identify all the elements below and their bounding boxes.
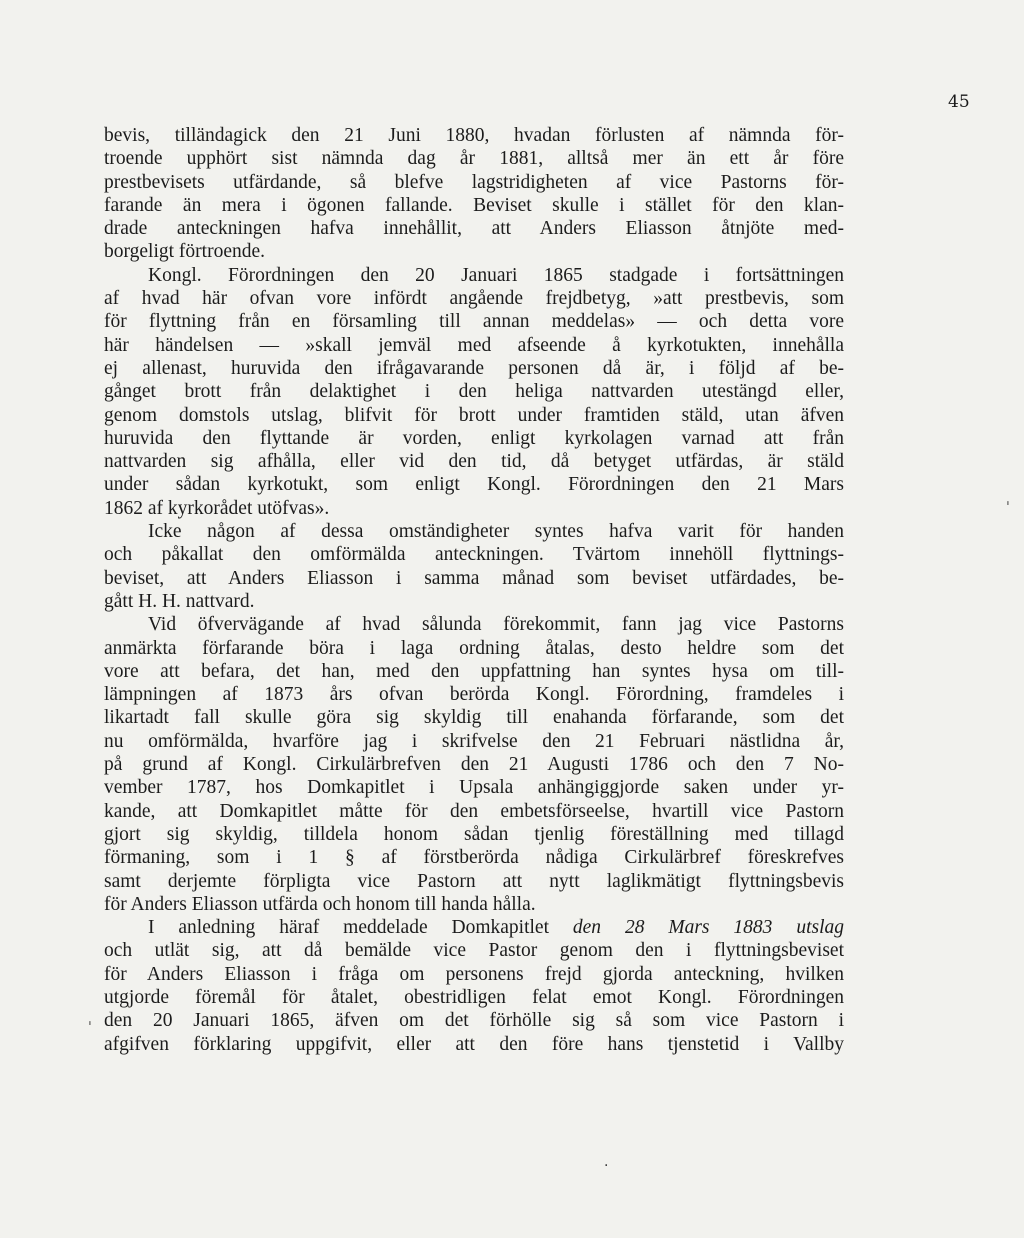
text-line	[104, 963, 844, 986]
paragraph-4	[104, 613, 844, 916]
text-line: och påkallat den omförmälda anteckningen. Tvärtom innehöll flyttnings-	[104, 544, 844, 566]
body-text	[104, 124, 844, 1056]
text-line: bevis, tilländagick den 21 Juni 1880, hvadan förlusten af nämnda för-	[104, 125, 844, 146]
text-line: här händelsen — »skall jemväl med afseende å kyrkotukten, innehålla	[104, 334, 844, 356]
text-line: genom domstols utslag, blifvit för brott under framtiden stäld, utan äfven	[104, 404, 844, 426]
text-line	[104, 939, 844, 962]
text-line: af hvad här ofvan vore infördt angående frejdbetyg, »att prestbevis, som	[104, 288, 844, 310]
text-line: anmärkta förfarande böra i laga ordning åtalas, desto heldre som det	[104, 637, 844, 659]
text-line	[104, 916, 844, 939]
page-number: 45	[948, 92, 970, 112]
text-line: vore att befara, det han, med den uppfattning han syntes hysa om till-	[104, 660, 844, 682]
text-line: på grund af Kongl. Cirkulärbrefven den 21 Augusti 1786 och den 7 No-	[104, 754, 844, 776]
text-line: gjort sig skyldig, tilldela honom sådan tjenlig föreställning med tillagd	[104, 823, 844, 845]
text-segment: för Anders Eliasson i fråga om personens frejd gjorda anteckning, hvilken	[104, 963, 844, 985]
text-line: kande, att Domkapitlet måtte för den embetsförseelse, hvartill vice Pastorn	[104, 800, 844, 822]
text-line: förmaning, som i 1 § af förstberörda nådiga Cirkulärbref föreskrefves	[104, 847, 844, 869]
text-line: gånget brott från delaktighet i den heliga nattvarden utestängd eller,	[104, 381, 844, 403]
text-line: 1862 af kyrkorådet utöfvas».	[104, 497, 330, 519]
text-line: likartadt fall skulle göra sig skyldig till enahanda förfarande, som det	[104, 707, 844, 729]
text-line: gått H. H. nattvard.	[104, 590, 255, 612]
margin-dot-mark: ·	[604, 1158, 609, 1174]
text-segment: I anledning häraf meddelade Domkapitlet	[148, 917, 573, 939]
text-line: nu omförmälda, hvarföre jag i skrifvelse den 21 Februari nästlidna år,	[104, 730, 844, 752]
text-segment: afgifven förklaring uppgifvit, eller att den före hans tjenstetid i Vallby	[104, 1033, 844, 1055]
text-line: borgeligt förtroende.	[104, 241, 266, 263]
text-line: huruvida den flyttande är vorden, enligt kyrkolagen varnad att från	[104, 427, 844, 449]
text-line: vember 1787, hos Domkapitlet i Upsala anhängiggjorde saken under yr-	[104, 777, 844, 799]
text-line: för Anders Eliasson utfärda och honom till handa hålla.	[104, 893, 536, 915]
margin-tick-mark: ˈ	[88, 1020, 92, 1036]
text-line: troende upphört sist nämnda dag år 1881, alltså mer än ett år före	[104, 148, 844, 170]
text-line: Kongl. Förordningen den 20 Januari 1865 stadgade i fortsättningen	[148, 264, 844, 286]
text-line: Vid öfvervägande af hvad sålunda förekommit, fann jag vice Pastorns	[148, 614, 844, 636]
text-line	[104, 1009, 844, 1032]
text-line: samt derjemte förpligta vice Pastorn att nytt laglikmätigt flyttningsbevis	[104, 870, 844, 892]
text-line: drade anteckningen hafva innehållit, att Anders Eliasson åtnjöte med-	[104, 218, 844, 240]
paragraph-5	[104, 916, 844, 1056]
text-line: farande än mera i ögonen fallande. Beviset skulle i stället för den klan-	[104, 194, 844, 216]
text-line: Icke någon af dessa omständigheter syntes hafva varit för handen	[148, 521, 844, 543]
paragraph-2	[104, 264, 844, 520]
text-line: lämpningen af 1873 års ofvan berörda Kongl. Förordning, framdeles i	[104, 684, 844, 706]
italic-text: den 28 Mars 1883 utslag	[572, 917, 844, 939]
paragraph-3	[104, 520, 844, 613]
text-line: nattvarden sig afhålla, eller vid den tid, då betyget utfärdas, är stäld	[104, 451, 844, 473]
text-line	[104, 986, 844, 1009]
paragraph-1	[104, 124, 844, 264]
text-segment: den 20 Januari 1865, äfven om det förhölle sig så som vice Pastorn i	[104, 1010, 844, 1032]
text-line: under sådan kyrkotukt, som enligt Kongl. Förordningen den 21 Mars	[104, 474, 844, 496]
margin-tick-mark: ˈ	[1006, 500, 1010, 516]
text-line: för flyttning från en församling till annan meddelas» — och detta vore	[104, 311, 844, 333]
text-line: beviset, att Anders Eliasson i samma månad som beviset utfärdades, be-	[104, 567, 844, 589]
text-line: ej allenast, huruvida den ifrågavarande personen då är, i följd af be-	[104, 357, 844, 379]
text-segment: och utlät sig, att då bemälde vice Pastor genom den i flyttningsbeviset	[104, 940, 844, 962]
text-line: prestbevisets utfärdande, så blefve lagstridigheten af vice Pastorns för-	[104, 171, 844, 193]
text-line	[104, 1033, 844, 1056]
text-segment: utgjorde föremål för åtalet, obestridligen felat emot Kongl. Förordningen	[104, 986, 844, 1008]
